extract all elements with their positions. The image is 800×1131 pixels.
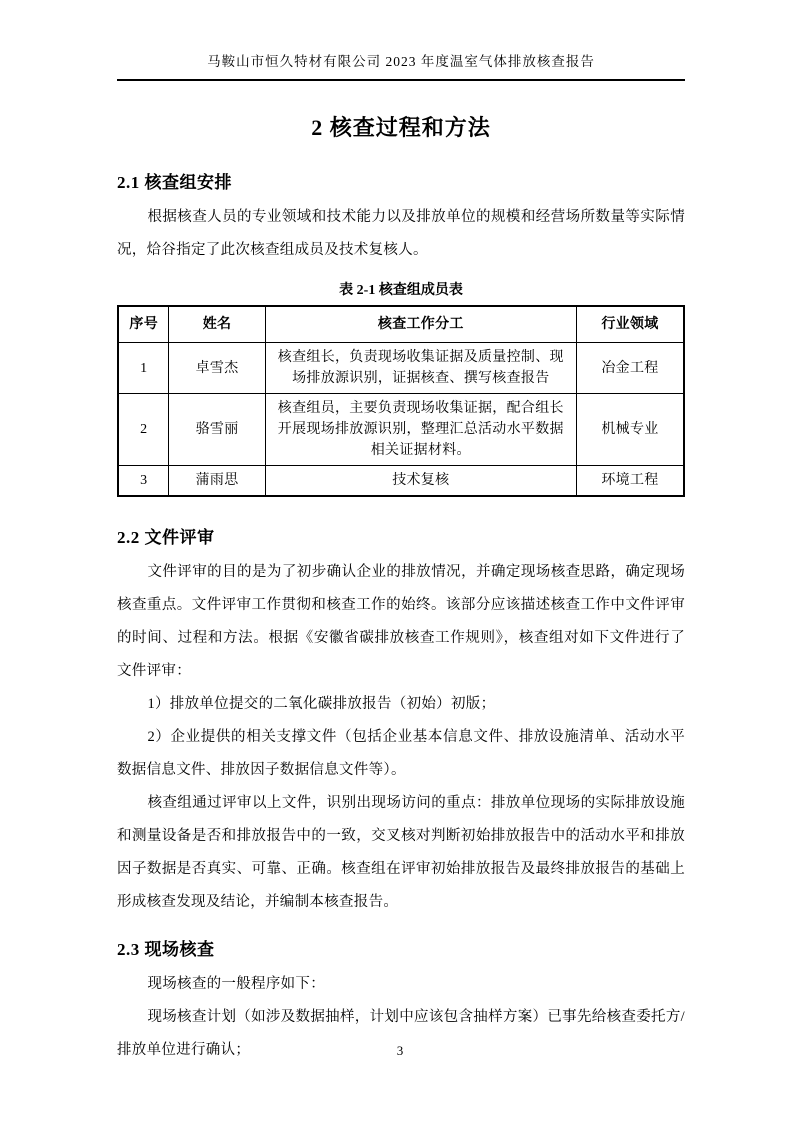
table-cell-name: 骆雪丽 [169,394,265,466]
table-header-seq: 序号 [118,306,169,343]
document-list-item-2: 2）企业提供的相关支撑文件（包括企业基本信息文件、排放设施清单、活动水平数据信息文件、排放因子数据信息文件等）。 [117,729,685,778]
table-cell-field: 机械专业 [576,394,684,466]
table-cell-duty: 核查组员，主要负责现场收集证据，配合组长开展现场排放源识别，整理汇总活动水平数据相关证据材料。 [265,394,576,466]
section-2-3-paragraph-2: 现场核查计划（如涉及数据抽样，计划中应该包含抽样方案）已事先给核查委托方/排放单位进行确认； [117,1009,685,1058]
table-cell-seq: 2 [118,394,169,466]
table-row [118,466,684,497]
verification-team-table [117,305,685,497]
table-header-field: 行业领域 [576,306,684,343]
table-row [118,394,684,466]
document-header: 马鞍山市恒久特材有限公司 2023 年度温室气体排放核查报告 [117,50,685,81]
table-cell-field: 环境工程 [576,466,684,497]
section-2-2-heading: 2.2 文件评审 [117,528,215,547]
table-cell-name: 蒲雨思 [169,466,265,497]
table-header-duty: 核查工作分工 [265,306,576,343]
table-cell-seq: 1 [118,343,169,394]
section-2-2-paragraph-1: 文件评审的目的是为了初步确认企业的排放情况，并确定现场核查思路，确定现场核查重点。文件评审工作贯彻和核查工作的始终。该部分应该描述核查工作中文件评审的时间、过程和方法。根据《安徽省碳排放核查工作规则》，核查组对如下文件进行了文件评审： [117,564,685,679]
table-cell-duty: 技术复核 [265,466,576,497]
table-cell-seq: 3 [118,466,169,497]
table-header-row [118,306,684,343]
section-2-2-paragraph-2: 核查组通过评审以上文件，识别出现场访问的重点：排放单位现场的实际排放设施和测量设备是否和排放报告中的一致，交叉核对判断初始排放报告中的活动水平和排放因子数据是否真实、可靠、正确。核查组在评审初始排放报告及最终排放报告的基础上形成核查发现及结论，并编制本核查报告。 [117,795,685,910]
table-row [118,343,684,394]
table-caption: 表 2-1 核查组成员表 [339,283,463,298]
page-title: 2 核查过程和方法 [311,115,491,140]
section-2-1-paragraph: 根据核查人员的专业领域和技术能力以及排放单位的规模和经营场所数量等实际情况，烚谷指定了此次核查组成员及技术复核人。 [117,209,685,258]
section-2-3-heading: 2.3 现场核查 [117,940,215,959]
table-cell-field: 冶金工程 [576,343,684,394]
page-number: 3 [396,1043,404,1058]
table-header-name: 姓名 [169,306,265,343]
section-2-1-heading: 2.1 核查组安排 [117,173,232,192]
table-cell-duty: 核查组长，负责现场收集证据及质量控制、现场排放源识别，证据核查、撰写核查报告 [265,343,576,394]
document-list-item-1: 1）排放单位提交的二氧化碳排放报告（初始）初版； [147,696,496,712]
section-2-3-paragraph-1: 现场核查的一般程序如下： [147,976,326,992]
table-cell-name: 卓雪杰 [169,343,265,394]
